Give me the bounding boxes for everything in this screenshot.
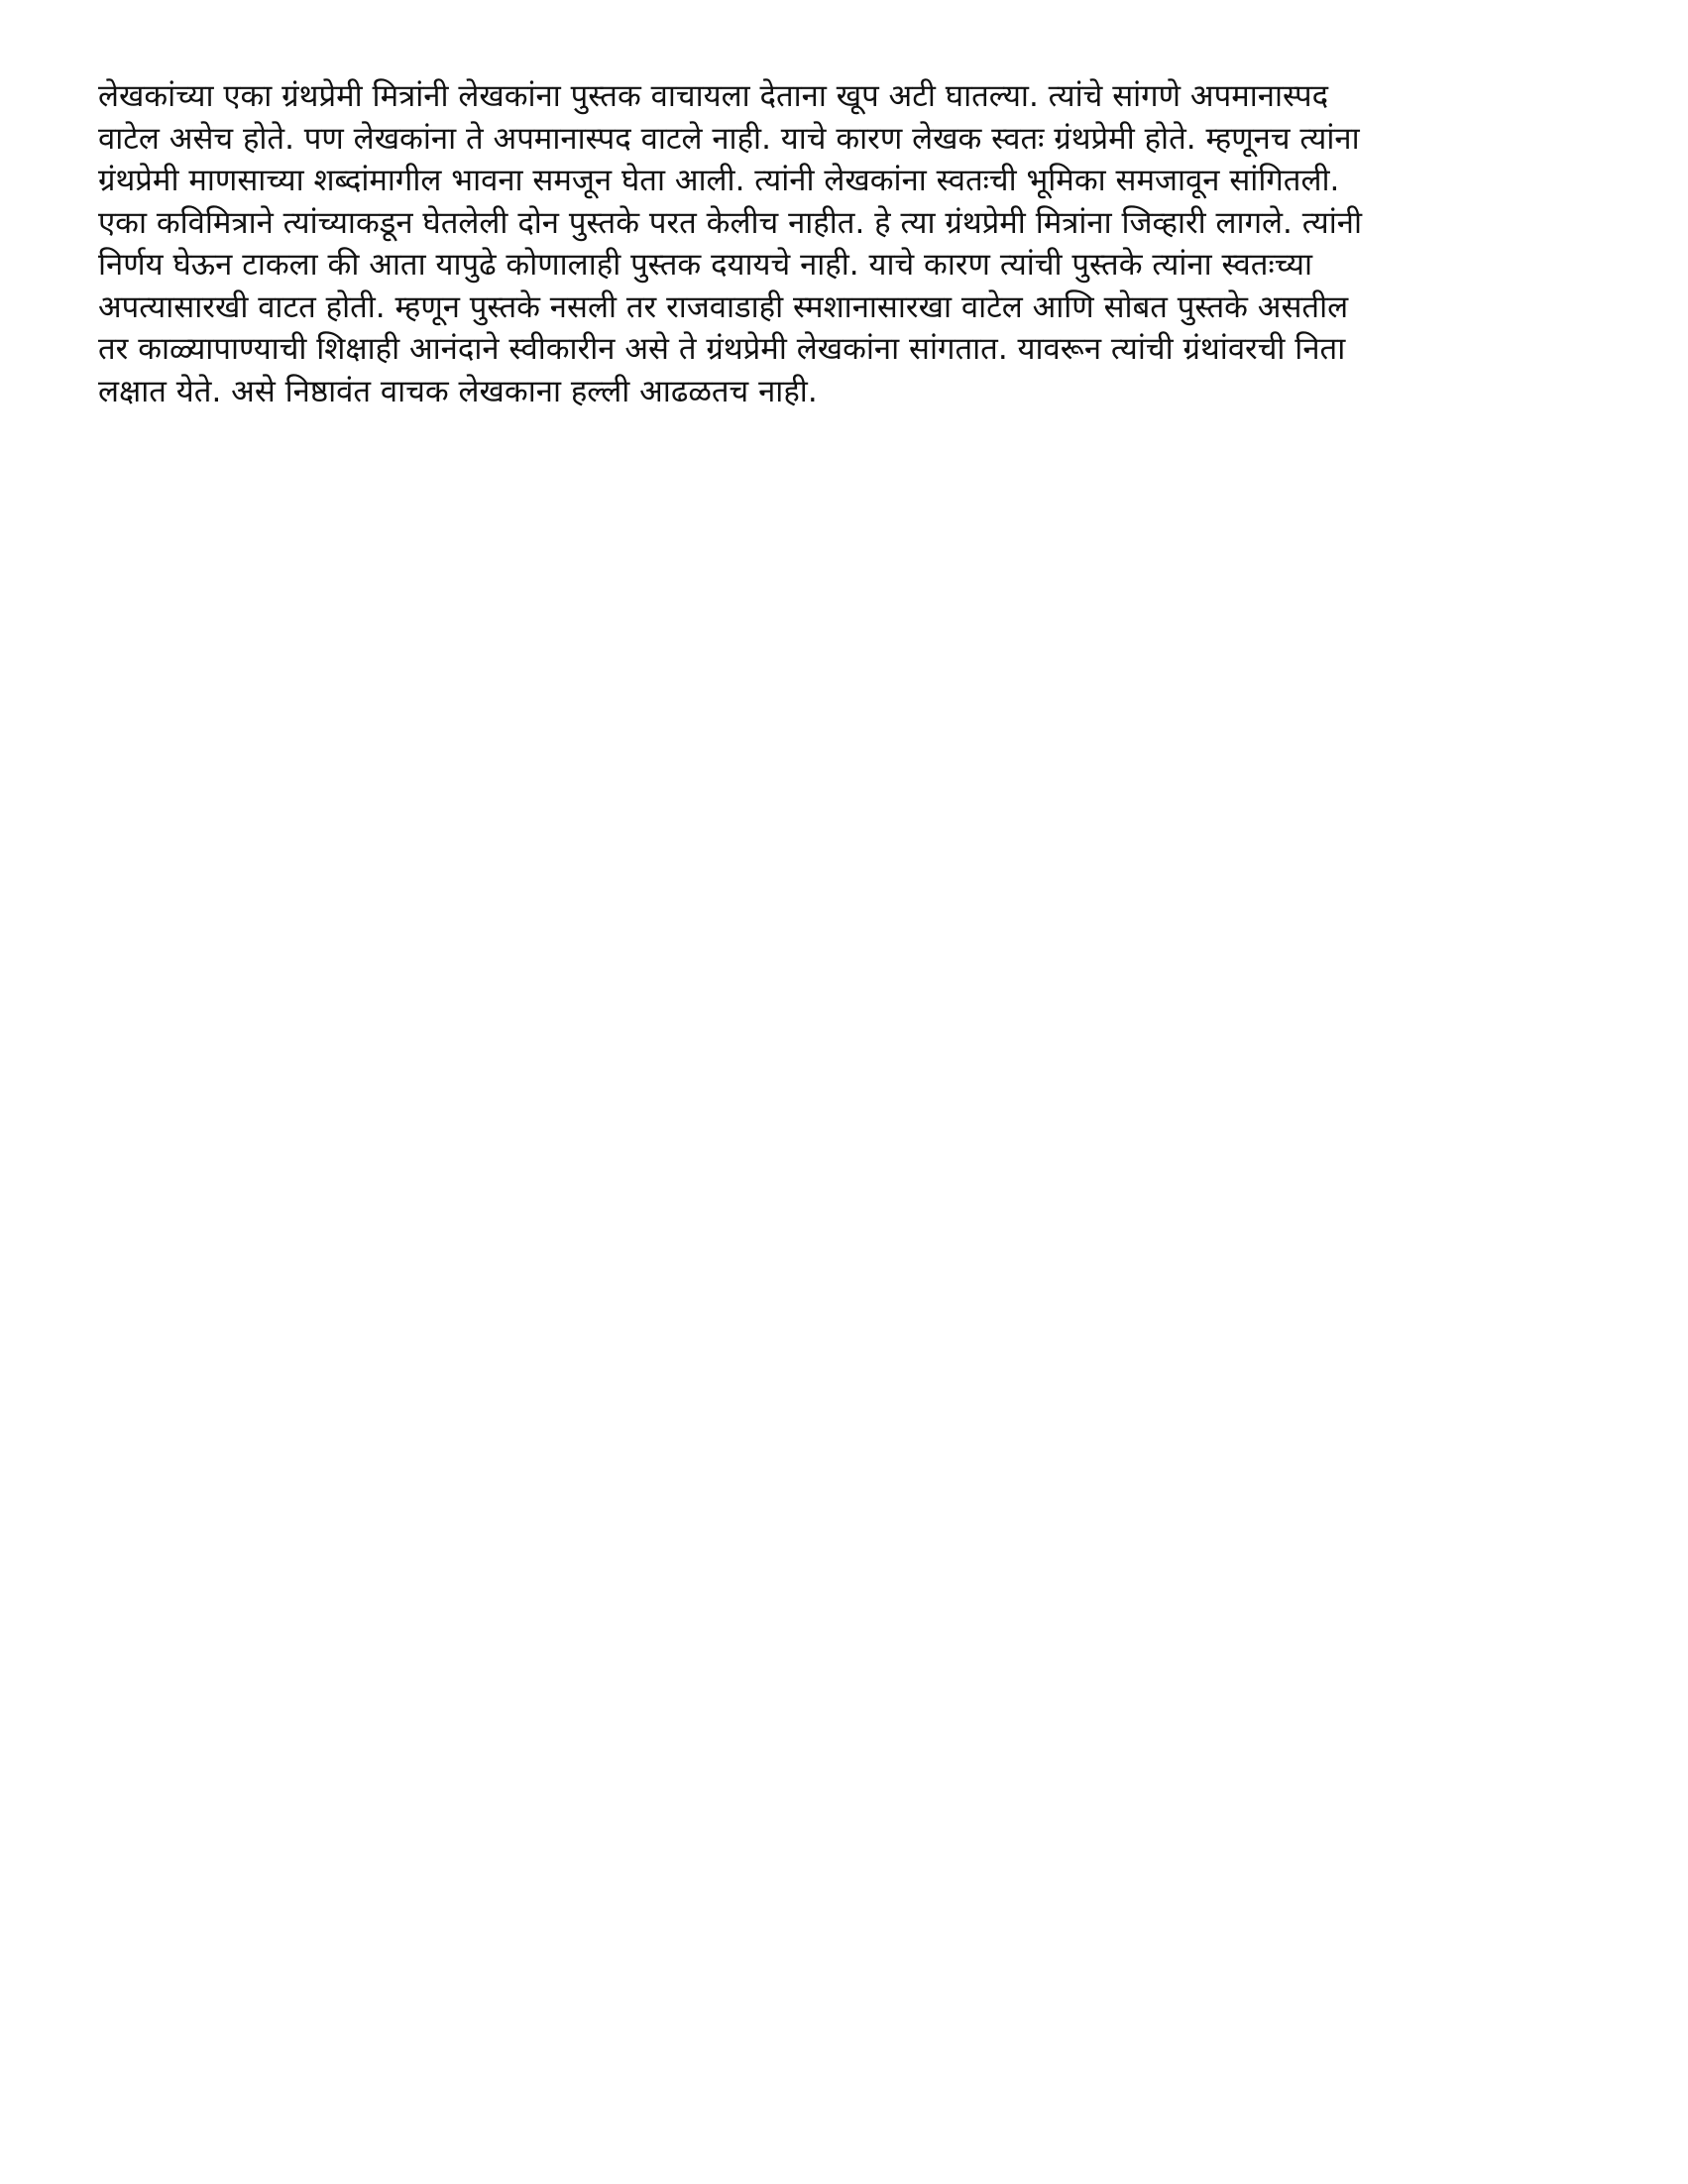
paragraph-line: अपत्यासारखी वाटत होती. म्हणून पुस्तके नसली तर राजवाडाही स्मशानासारखा वाटेल आणि सोबत पुस्तके असतील (98, 288, 1349, 325)
paragraph-line: लक्षात येते. असे निष्ठावंत वाचक लेखकाना हल्ली आढळतच नाही. (98, 373, 818, 409)
body-paragraph (98, 75, 1605, 412)
paragraph-line: वाटेल असेच होते. पण लेखकांना ते अपमानास्पद वाटले नाही. याचे कारण लेखक स्वतः ग्रंथप्रेमी होते. म्हणूनच त्यांना (98, 120, 1360, 157)
paragraph-line: ग्रंथप्रेमी माणसाच्या शब्दांमागील भावना समजून घेता आली. त्यांनी लेखकांना स्वतःची भूमिका समजावून सांगितली. (98, 163, 1340, 198)
paragraph-line: लेखकांच्या एका ग्रंथप्रेमी मित्रांनी लेखकांना पुस्तक वाचायला देताना खूप अटी घातल्या. त्यांचे सांगणे अपमानास्पद (98, 78, 1329, 114)
paragraph-line: एका कविमित्राने त्यांच्याकडून घेतलेली दोन पुस्तके परत केलीच नाहीत. हे त्या ग्रंथप्रेमी मित्रांना जिव्हारी लागले. त्यांनी (98, 204, 1362, 241)
paragraph-line: तर काळ्यापाण्याची शिक्षाही आनंदाने स्वीकारीन असे ते ग्रंथप्रेमी लेखकांना सांगतात. यावरून त्यांची ग्रंथांवरची निता (98, 331, 1346, 367)
paragraph-line: निर्णय घेऊन टाकला की आता यापुढे कोणालाही पुस्तक दयायचे नाही. याचे कारण त्यांची पुस्तके त्यांना स्वतःच्या (98, 247, 1312, 283)
